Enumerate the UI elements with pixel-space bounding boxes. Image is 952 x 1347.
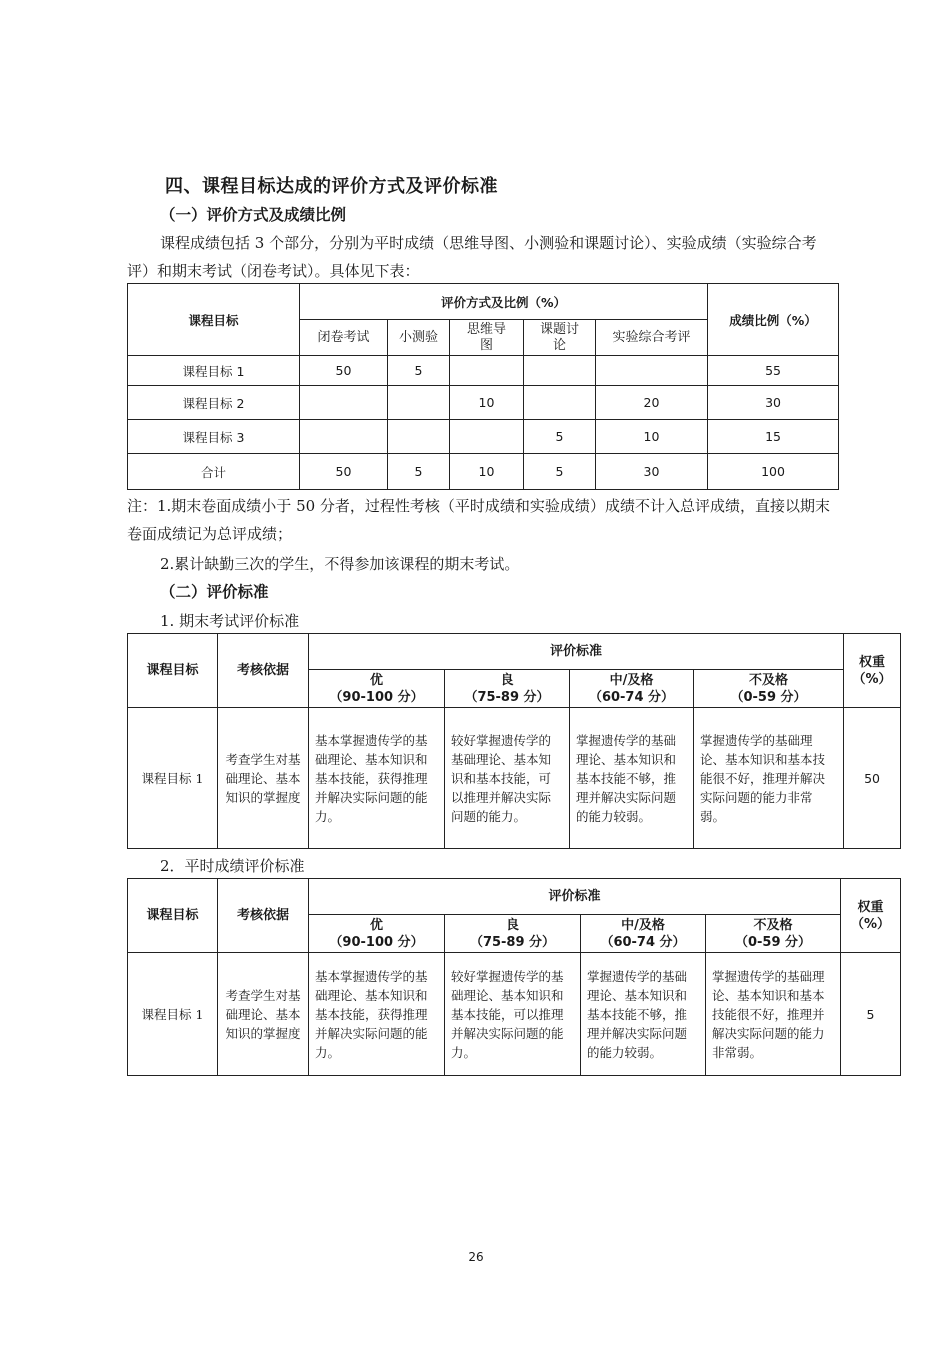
- header-course-goal: 课程目标: [128, 634, 218, 708]
- header-level-excellent: [309, 915, 445, 953]
- header-level-fail: [706, 915, 841, 953]
- row-goal: 课程目标 1: [128, 356, 300, 386]
- level-range: （75-89 分）: [464, 689, 550, 705]
- note-1: 注：1.期末卷面成绩小于 50 分者，过程性考核（平时成绩和实验成绩）成绩不计入总评成绩，直接以期末卷面成绩记为总评成绩；: [127, 497, 830, 543]
- table-row: [128, 386, 839, 420]
- cell-value: 50: [300, 454, 388, 490]
- criteria-excellent: 基本掌握遗传学的基础理论、基本知识和基本技能，获得推理并解决实际问题的能力。: [309, 953, 445, 1076]
- cell-value: [388, 386, 450, 420]
- header-course-goal: 课程目标: [128, 879, 218, 953]
- row-basis: 考查学生对基础理论、基本知识的掌握度: [218, 708, 309, 849]
- header-basis: 考核依据: [218, 634, 309, 708]
- note-2: 2.累计缺勤三次的学生，不得参加该课程的期末考试。: [160, 555, 520, 573]
- level-range: （0-59 分）: [734, 934, 812, 950]
- header-level-fail: [694, 670, 844, 708]
- header-standard: 评价标准: [309, 879, 841, 915]
- cell-value: 5: [524, 420, 596, 454]
- cell-value: 5: [388, 356, 450, 386]
- level-name: 中/及格: [609, 672, 654, 688]
- header-method: 课题讨论: [524, 320, 596, 356]
- cell-value: 50: [300, 356, 388, 386]
- level-name: 良: [505, 917, 519, 933]
- cell-value: 30: [596, 454, 708, 490]
- subsection-title-standards: （二）评价标准: [160, 583, 269, 601]
- level-range: （75-89 分）: [469, 934, 556, 950]
- cell-value: 10: [450, 454, 524, 490]
- row-basis: 考查学生对基础理论、基本知识的掌握度: [218, 953, 309, 1076]
- row-goal: 课程目标 3: [128, 420, 300, 454]
- cell-value: [524, 386, 596, 420]
- criteria-fail: 掌握遗传学的基础理论、基本知识和基本技能很不好，推理并解决实际问题的能力非常弱。: [694, 708, 844, 849]
- cell-value: 20: [596, 386, 708, 420]
- cell-value: 5: [388, 454, 450, 490]
- header-level-excellent: [309, 670, 445, 708]
- table-row: [128, 708, 901, 849]
- level-name: 良: [500, 672, 514, 688]
- cell-value: 10: [596, 420, 708, 454]
- section-title: 四、课程目标达成的评价方式及评价标准: [165, 176, 498, 197]
- table-row-total: [128, 454, 839, 490]
- header-level-pass: [570, 670, 694, 708]
- intro-paragraph: 课程成绩包括 3 个部分，分别为平时成绩（思维导图、小测验和课题讨论）、实验成绩（实验综合考评）和期末考试（闭卷考试）。具体见下表：: [127, 234, 817, 280]
- cell-value: [450, 356, 524, 386]
- level-range: （90-100 分）: [329, 934, 424, 950]
- header-method: 小测验: [388, 320, 450, 356]
- cell-total: 30: [708, 386, 839, 420]
- header-level-pass: [581, 915, 706, 953]
- assessment-ratio-table: [127, 283, 839, 490]
- final-exam-criteria-table: [127, 633, 901, 849]
- cell-value: [300, 420, 388, 454]
- criteria-good: 较好掌握遗传学的基础理论、基本知识和基本技能，可以推理并解决实际问题的能力。: [445, 708, 570, 849]
- weight-unit: （%）: [851, 916, 891, 932]
- header-method: 闭卷考试: [300, 320, 388, 356]
- row-goal: 课程目标 1: [128, 708, 218, 849]
- regular-title: 2．平时成绩评价标准: [160, 857, 305, 875]
- level-range: （0-59 分）: [730, 689, 807, 705]
- cell-value: 10: [450, 386, 524, 420]
- criteria-excellent: 基本掌握遗传学的基础理论、基本知识和基本技能，获得推理并解决实际问题的能力。: [309, 708, 445, 849]
- cell-value: [300, 386, 388, 420]
- cell-value: [450, 420, 524, 454]
- subsection-title-methods: （一）评价方式及成绩比例: [160, 206, 347, 224]
- header-basis: 考核依据: [218, 879, 309, 953]
- level-name: 优: [369, 917, 383, 933]
- header-level-good: [445, 670, 570, 708]
- level-name: 不及格: [753, 917, 793, 933]
- header-ratio: 成绩比例（%）: [708, 284, 839, 356]
- header-method: 思维导图: [450, 320, 524, 356]
- level-range: （90-100 分）: [329, 689, 424, 705]
- header-weight: [841, 879, 901, 953]
- cell-total: 55: [708, 356, 839, 386]
- header-method: 实验综合考评: [596, 320, 708, 356]
- row-weight: 50: [844, 708, 901, 849]
- level-name: 中/及格: [621, 917, 665, 933]
- row-weight: 5: [841, 953, 901, 1076]
- level-range: （60-74 分）: [588, 689, 675, 705]
- level-range: （60-74 分）: [600, 934, 686, 950]
- row-goal: 课程目标 1: [128, 953, 218, 1076]
- cell-total: 15: [708, 420, 839, 454]
- cell-value: [524, 356, 596, 386]
- cell-total: 100: [708, 454, 839, 490]
- weight-label: 权重: [859, 654, 886, 670]
- level-name: 优: [369, 672, 383, 688]
- cell-value: 5: [524, 454, 596, 490]
- cell-value: [596, 356, 708, 386]
- header-weight: [844, 634, 901, 708]
- criteria-pass: 掌握遗传学的基础理论、基本知识和基本技能不够，推理并解决实际问题的能力较弱。: [570, 708, 694, 849]
- cell-value: [388, 420, 450, 454]
- header-methods: 评价方式及比例（%）: [300, 284, 708, 320]
- header-level-good: [445, 915, 581, 953]
- criteria-fail: 掌握遗传学的基础理论、基本知识和基本技能很不好，推理并解决实际问题的能力非常弱。: [706, 953, 841, 1076]
- final-exam-title: 1. 期末考试评价标准: [160, 612, 300, 630]
- header-standard: 评价标准: [309, 634, 844, 670]
- weight-label: 权重: [857, 899, 884, 915]
- table-row: [128, 420, 839, 454]
- table-row: [128, 953, 901, 1076]
- level-name: 不及格: [749, 672, 789, 688]
- row-goal: 课程目标 2: [128, 386, 300, 420]
- criteria-good: 较好掌握遗传学的基础理论、基本知识和基本技能，可以推理并解决实际问题的能力。: [445, 953, 581, 1076]
- header-course-goal: 课程目标: [128, 284, 300, 356]
- criteria-pass: 掌握遗传学的基础理论、基本知识和基本技能不够，推理并解决实际问题的能力较弱。: [581, 953, 706, 1076]
- table-row: [128, 356, 839, 386]
- row-goal: 合计: [128, 454, 300, 490]
- regular-criteria-table: [127, 878, 901, 1076]
- page-number: 26: [468, 1250, 484, 1264]
- weight-unit: （%）: [852, 671, 892, 687]
